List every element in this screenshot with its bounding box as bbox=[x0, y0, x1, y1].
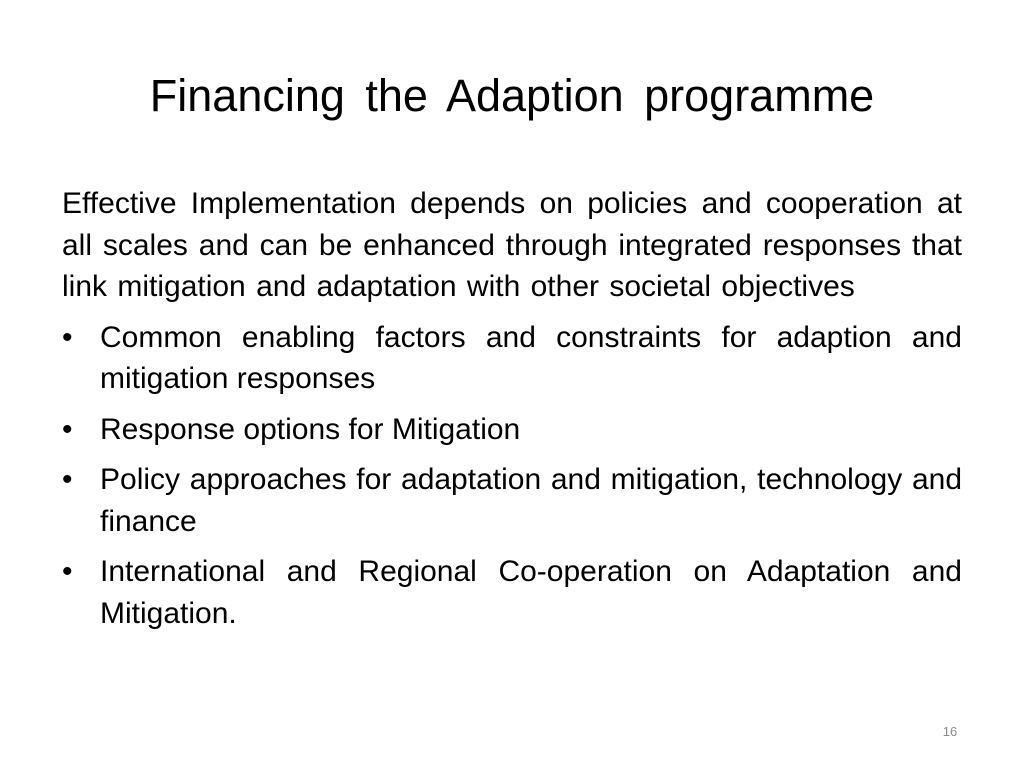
bullet-icon: • bbox=[62, 412, 73, 446]
bullet-text: Common enabling factors and constraints for adaption and mitigation responses bbox=[100, 320, 962, 395]
intro-paragraph: Effective Implementation depends on policies and cooperation at all scales and can be enhanced through integrated responses that link mitigation and adaptation with other societal objectives bbox=[62, 187, 962, 303]
page-number: 16 bbox=[942, 724, 958, 739]
bullet-icon: • bbox=[62, 555, 73, 588]
bullet-icon: • bbox=[62, 320, 73, 354]
bullet-item bbox=[62, 459, 962, 542]
bullet-item bbox=[62, 317, 962, 400]
bullet-list bbox=[62, 317, 962, 635]
bullet-icon: • bbox=[62, 463, 73, 496]
bullet-text: Response options for Mitigation bbox=[100, 412, 521, 446]
bullet-item bbox=[62, 551, 962, 634]
bullet-text: Policy approaches for adaptation and mitigation, technology and finance bbox=[100, 463, 962, 538]
slide-body bbox=[62, 183, 962, 634]
slide-title: Financing the Adaption programme bbox=[149, 70, 875, 121]
bullet-text: International and Regional Co-operation on Adaptation and Mitigation. bbox=[100, 555, 962, 630]
bullet-item bbox=[62, 409, 962, 451]
